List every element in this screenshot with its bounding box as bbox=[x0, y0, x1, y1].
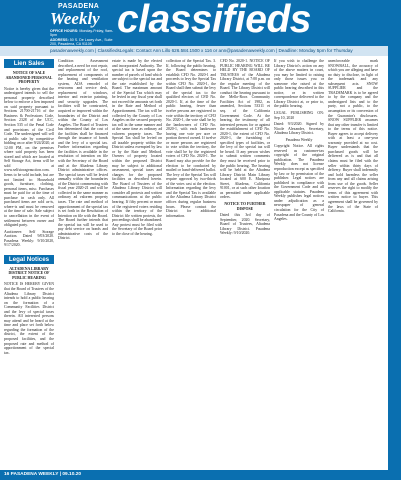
column-6-text: If you wish to challenge the Library District's action on any of the above matters in court, you may be limited to raising only those issues you or someone else raised at the public hearing described in this notice, or in written correspondence delivered to the Library District at, or prior to, the public hearing. bbox=[274, 59, 324, 109]
notice-body: Dated this 3rd day of September, 2020. Secretary, Board of Trustees, Altadena Library District. Pasadena Weekly: 9/10/2020. bbox=[220, 213, 270, 236]
lien-notice-title: NOTICE OF SALE ABANDONED PERSONAL PROPERTY bbox=[5, 71, 53, 85]
column-5 bbox=[220, 59, 270, 465]
footer-bar bbox=[0, 470, 388, 480]
folio: 16 PASADENA WEEKLY | 09.10.20 bbox=[4, 472, 82, 477]
column-4 bbox=[166, 59, 216, 465]
legal-notice-body: NOTICE IS HEREBY GIVEN that the Board of Trustees of the Altadena Library District intends to hold a public hearing on the formation of a Community Facilities District and the levy of special taxes therein. All interested persons may attend and be heard at the time and place set forth below regarding the formation of the district, the extent of the proposed facilities, and the proposed rate and method of apportionment of the special tax. bbox=[4, 282, 54, 355]
legal-notice-title: ALTADENA LIBRARY DISTRICT NOTICE OF PUBLIC HEARING bbox=[8, 266, 50, 280]
section-header-lien-sales: Lien Sales bbox=[4, 59, 54, 68]
column-1 bbox=[4, 59, 54, 465]
column-2-text: Condition Assessment described, a need for root repair, and replacement of the roof, replacement of components of the heating and ventilation system, ADA remodel of restrooms and service desk, replacement of windows, interior and exterior painting, and security upgrades. The facilities will be constructed, acquired or improved within the boundaries of the District and within the County of Los Angeles. The Board of Trustees has determined that the cost of the facilities shall be financed through the issuance of bonds and the levy of a special tax. Further information regarding the facilities is available in the resolution of intention on file with the Secretary of the Board and at the Altadena Library District administrative offices. The special taxes will be levied annually within the boundaries of the District commencing with fiscal year 2020-21 and will be collected in the same manner as ordinary ad valorem property taxes. The rate and method of apportionment of the special tax is set forth in the Resolution of Intention on file with the Board. The Board further intends that the special tax will be used to pay debt service on bonds and administrative costs of the District. bbox=[58, 59, 108, 241]
column-4-text: collection of the Special Tax. 3. If, following the public hearing, the Board determines to establish CFD No. 2020-1 and proceeds to levy the Special Tax within CFD No. 2020-1, the Board shall then submit the levy of the special tax to the qualified electors of CFD No. 2020-1. If, at the time of the public hearing, fewer than twelve persons are registered to vote within the territory of CFD No. 2020-1, the vote shall be by the landowners of CFD No. 2020-1, with each landowner having one vote per acre or portion thereof owned. If twelve or more persons are registered to vote within the territory, the vote shall be by the registered voters of CFD No. 2020-1. The Board may also provide for the election to be conducted by mailed or hand-delivered ballot. The levy of the Special Tax will require approval by two-thirds of the votes cast at the election. Information regarding the levy and the Special Tax is available at the Altadena Library District offices during regular business hours. Please contact the District for additional information. bbox=[166, 59, 216, 218]
column-3-text: estate is made by the elected and incorporated Authority. The special tax is based upon the number of parcels of land which are subject to the special tax and the rate established by the Board. The maximum amount of the Special Tax which may be levied in any fiscal year shall not exceed the amounts set forth in the Rate and Method of Apportionment. The tax will be collected by the County of Los Angeles on the secured property tax roll in the same manner and at the same time as ordinary ad valorem property taxes. The Special Tax shall be levied on all taxable property within the District unless exempted by law or by the Rate and Method. Owners of property located within the proposed District may be subject to additional assessment, special taxes and charges for the proposed facilities as described herein. The Board of Trustees of the Altadena Library District will consider all protests and written communications at the public hearing. If fifty percent or more of the registered voters residing within the territory of the District file written protests, the proceedings shall be abandoned. Any protest must be filed with the Secretary of the Board prior to the close of the hearing. bbox=[112, 59, 162, 236]
lien-notice-footer: Auctioneer: Self Storage Auction. Dated 9/03/2020. Pasadena Weekly: 9/10/2020, 9/17/2020. bbox=[4, 229, 54, 248]
contact-text: pasadenaweekly.com | ClassifiedsLegals: Contact Ann Lillo 626.584.1500 x 116 or ann@pasadenaweekly.com | Deadline: Monday 5pm for Thursday bbox=[50, 48, 353, 53]
section-header-legal-notices: Legal Notices bbox=[4, 255, 54, 264]
contact-bar bbox=[0, 46, 401, 56]
address: 50 S. De Lacey Ave., Suite 200, Pasadena, CA 91105 bbox=[50, 37, 113, 46]
brand-pasadena: PASADENA bbox=[58, 3, 100, 10]
column-7-text: unenforceable mark SNOWBALL, the accuracy of which you are alleging and have no duty to disclose, in light of the trademark and any subsequent acts. SNOW SUPPLIER and the TRADEMARK is to be agreed to by the company and the undersigned lists and to the party, not a public, to the assumption or its conversion of the Guarantor's disclosures. SNOW SUPPLIER assumes that any other transfer is limited to the terms of this notice. Buyer agrees to accept delivery with at least a one-year warranty provided at no cost. Buyer understands that the purchased goods will be delivered as is and that all claims must be filed with the seller within thirty days of delivery. Buyer shall indemnify and hold harmless the seller from any and all claims arising from use of the goods. Seller reserves the right to modify the terms of this agreement with written notice to buyer. This agreement shall be governed by the laws of the State of California. bbox=[328, 59, 378, 214]
column-7 bbox=[328, 59, 378, 465]
section-title: classifieds bbox=[117, 0, 311, 41]
masthead bbox=[0, 0, 401, 46]
column-6 bbox=[274, 59, 324, 465]
copyright-notice: Copyright Notice. All rights reserved as customer-tax copyright of the original publication. The Pasadena Weekly does not license reproduction except as specified by law or by permission of the publisher. Legal notices are published in compliance with the Government Code and all applicable statutes. Pasadena Weekly publishes legal notices under adjudication as a newspaper of general circulation for the City of Pasadena and the County of Los Angeles. bbox=[274, 144, 324, 222]
office-info bbox=[50, 29, 118, 46]
column-3 bbox=[112, 59, 162, 465]
publishing-date: LEGAL PUBLISHING ON: Sep 10, 2020 bbox=[274, 111, 324, 120]
lien-notice-body: Notice is hereby given that the undersigned intends to sell the personal property described below to enforce a lien imposed on said property pursuant to Sections 21700-21716 of the Business & Professions Code, Section 2328 of the UCC, Section 535 of the Penal Code and provisions of the Civil Code. The undersigned will sell at public sale by competitive bidding on or after 9/24/2020, at 12:00 PM, on the premises where said property has been stored and which are located at Self Storage Act, items will be sold at www.selfstorageauction.com. Items to be sold include, but are not limited to: Household goods, furniture, clothing, personal items, misc. Purchases must be paid for at the time of purchase in cash only. All purchased items are sold as-is, where-is and must be removed at the time of sale. Sale subject to cancellation in the event of settlement between owner and obligated party. bbox=[4, 86, 54, 228]
office-hours: Monday-Friday, 9am-5pm bbox=[50, 29, 114, 38]
right-edge-strip bbox=[388, 0, 401, 480]
column-2 bbox=[58, 59, 108, 465]
column-5-text: CFD No. 2020-1. NOTICE OF PUBLIC HEARING WILL BE HELD BY THE BOARD OF TRUSTEES of the Altadena Library District, at 7:00 p.m. on the regular meeting of the Board. The Library District will conduct the hearing pursuant to the Mello-Roos Community Facilities Act of 1982, as amended, Sections 53311 et seq. of the California Government Code. At the hearing, the testimony of all interested persons for or against the establishment of CFD No. 2020-1, the extent of CFD No. 2020-1, the furnishing of specified types of facilities, or the levy of the special tax will be heard. If any person wishes to submit written comments they must be received prior to the public hearing. The hearing will be held at the Altadena Library District Main Library located at 600 E. Mariposa Street, Altadena, California 91001, or at such other location as permitted under applicable orders. bbox=[220, 59, 270, 200]
brand-weekly: Weekly bbox=[50, 9, 100, 28]
notice-title: NOTICE TO FURTHER DISPOSE bbox=[224, 201, 266, 211]
address-label: ADDRESS: bbox=[50, 37, 69, 42]
office-hours-label: OFFICE HOURS: bbox=[50, 29, 79, 33]
publication-name: Pasadena Weekly bbox=[285, 137, 313, 142]
signature-block: Dated: 9/3/2020. Signed by Nicole Alexander, Secretary, Altadena Library District. bbox=[274, 122, 324, 136]
